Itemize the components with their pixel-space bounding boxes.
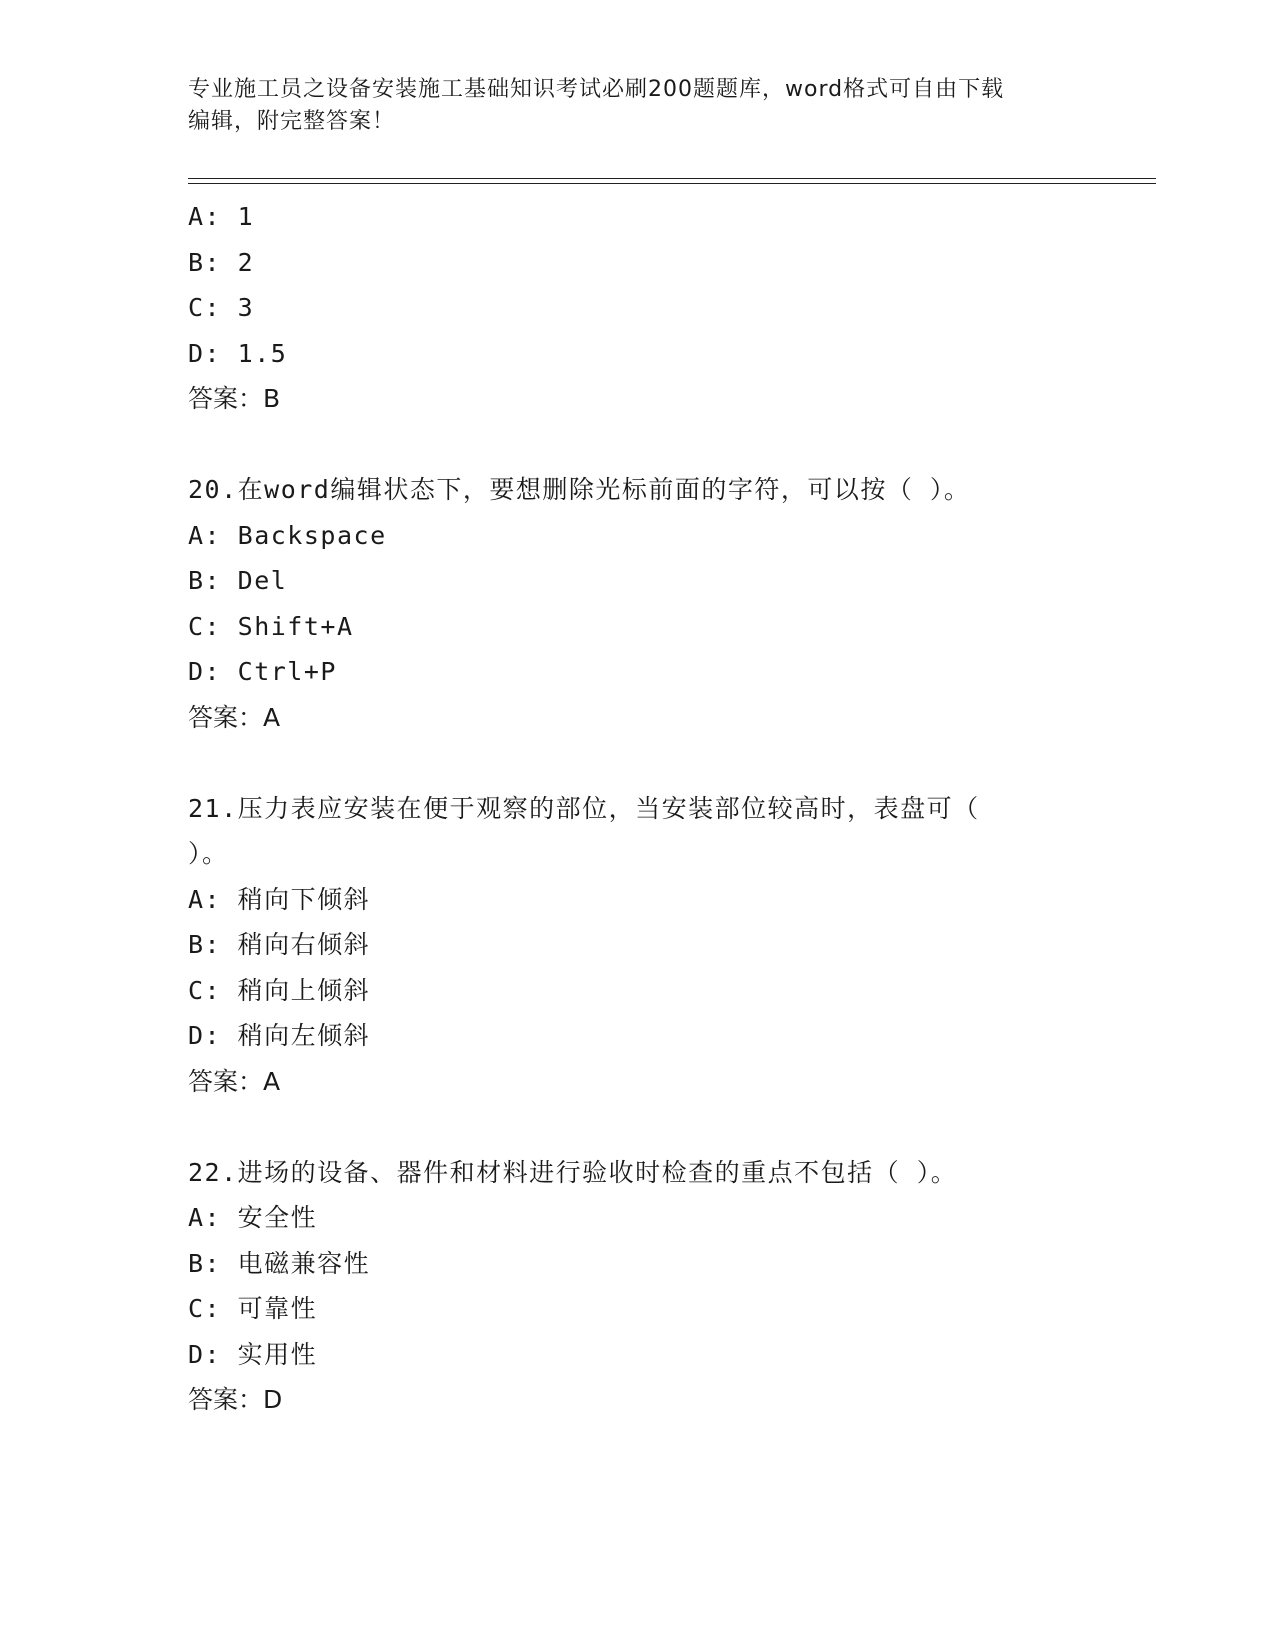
option-d: D: 实用性 [188, 1339, 318, 1369]
question-text: 22.进场的设备、器件和材料进行验收时检查的重点不包括（ ）。 [188, 1157, 958, 1187]
option-b: B: Del [188, 566, 288, 595]
option-d: D: Ctrl+P [188, 657, 337, 686]
question-text: 20.在word编辑状态下，要想删除光标前面的字符，可以按（ ）。 [188, 475, 971, 504]
option-c: C: 3 [188, 293, 255, 322]
option-a: A: 1 [188, 202, 255, 231]
option-a: A: 安全性 [188, 1203, 318, 1232]
option-b: B: 2 [188, 247, 255, 277]
header-title-line-2: 编辑，附完整答案！ [188, 109, 396, 134]
spacer [188, 1104, 1088, 1150]
option-a: A: Backspace [188, 520, 387, 550]
option-c: C: Shift+A [188, 611, 354, 641]
question-22-block [188, 1150, 1088, 1423]
answer-label: 答案：B [188, 384, 281, 413]
option-c: C: 可靠性 [188, 1294, 318, 1323]
header-divider-top [188, 178, 1156, 179]
answer-label: 答案：A [188, 1066, 281, 1096]
header-title-line-1: 专业施工员之设备安装施工基础知识考试必刷200题题库，word格式可自由下载 [188, 77, 1005, 102]
question-19-block [188, 194, 1088, 422]
answer-label: 答案：D [188, 1385, 283, 1414]
option-d: D: 稍向左倾斜 [188, 1021, 371, 1050]
option-b: B: 稍向右倾斜 [188, 930, 371, 959]
question-text-line-2: ）。 [188, 839, 229, 868]
question-text-line-1: 21.压力表应安装在便于观察的部位，当安装部位较高时，表盘可（ [188, 793, 980, 823]
spacer [188, 422, 1088, 468]
question-21-block [188, 786, 1088, 1105]
answer-label: 答案：A [188, 702, 281, 732]
spacer [188, 740, 1088, 786]
question-list [188, 194, 1088, 1423]
document-header [188, 74, 1068, 138]
option-d: D: 1.5 [188, 338, 288, 368]
option-b: B: 电磁兼容性 [188, 1248, 371, 1278]
option-a: A: 稍向下倾斜 [188, 884, 371, 914]
header-divider-bottom [188, 183, 1156, 184]
question-20-block [188, 467, 1088, 740]
option-c: C: 稍向上倾斜 [188, 975, 371, 1005]
